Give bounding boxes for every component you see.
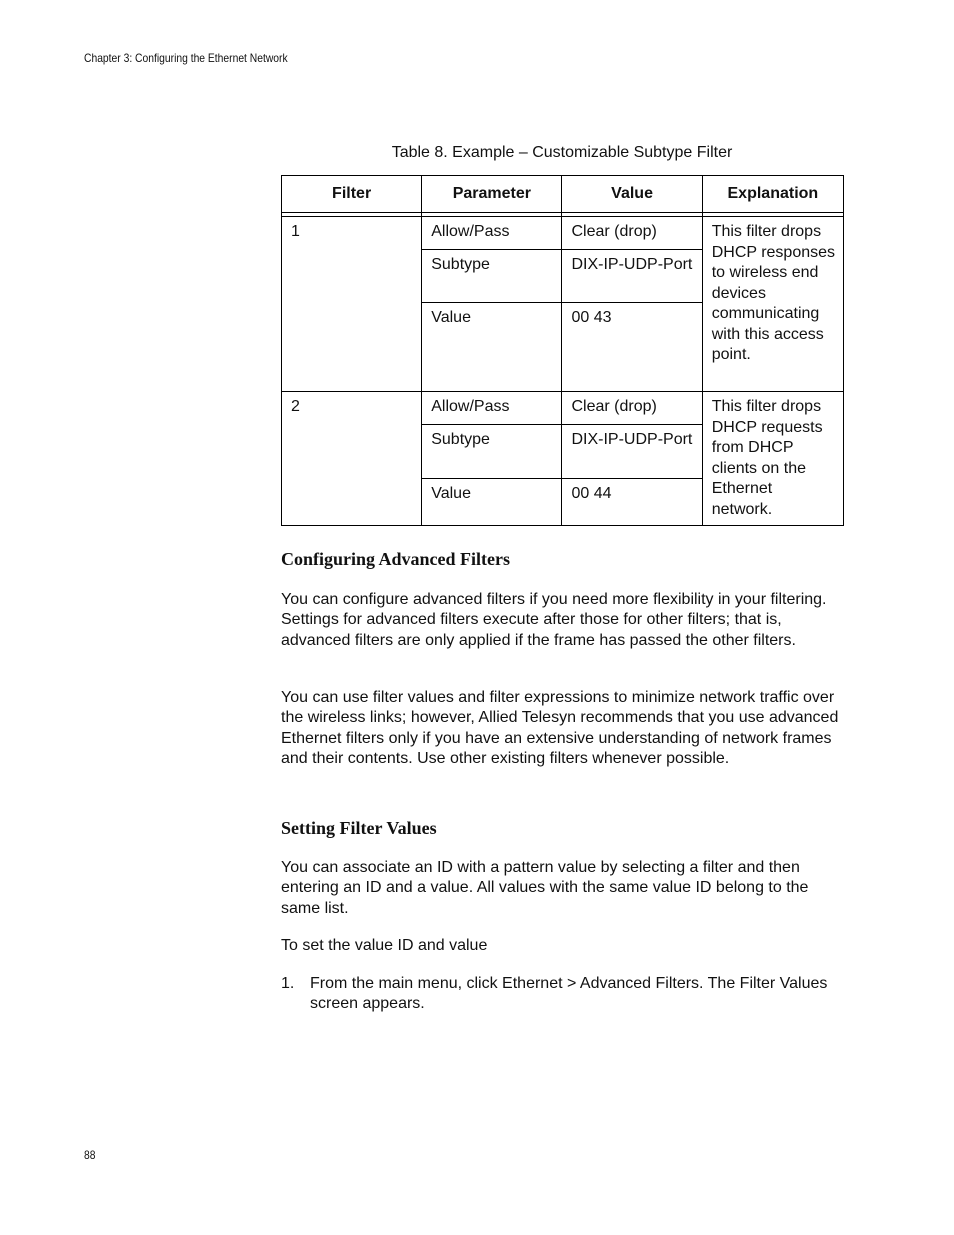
filter-values-paragraph-1: You can associate an ID with a pattern value by selecting a filter and then entering an ID and a value. All values with the same value ID belong to the same list. bbox=[281, 859, 809, 917]
value-cell: DIX-IP-UDP-Port bbox=[562, 250, 702, 303]
explanation-cell: This filter drops DHCP requests from DHCP clients on the Ethernet network. bbox=[702, 392, 843, 526]
section-heading-advanced-filters: Configuring Advanced Filters bbox=[281, 549, 511, 569]
table-row bbox=[282, 392, 844, 425]
column-header-parameter: Parameter bbox=[422, 176, 562, 213]
value-cell: Clear (drop) bbox=[562, 392, 702, 425]
parameter-cell: Allow/Pass bbox=[422, 392, 562, 425]
page-number: 88 bbox=[84, 1148, 96, 1162]
filter-number-cell: 1 bbox=[282, 217, 422, 392]
step-text: From the main menu, click Ethernet > Advanced Filters. The Filter Values screen appears. bbox=[310, 975, 828, 1013]
table-header-row bbox=[282, 176, 844, 213]
value-cell: 00 44 bbox=[562, 478, 702, 525]
advanced-filters-paragraph-2: You can use filter values and filter expressions to minimize network traffic over the wireless links; however, Allied Telesyn recommends that you use advanced Ethernet filters only if you have an extensive understanding of network frames and their contents. Use other existing filters whenever possible. bbox=[281, 689, 839, 768]
column-header-explanation: Explanation bbox=[702, 176, 843, 213]
advanced-filters-paragraph-1: You can configure advanced filters if you need more flexibility in your filtering. Settings for advanced filters execute after those for other filters; that is, advanced filters are only applied if the frame has passed the other filters. bbox=[281, 591, 827, 649]
table-row bbox=[282, 217, 844, 250]
table-caption: Table 8. Example – Customizable Subtype Filter bbox=[391, 144, 733, 161]
subtype-filter-table bbox=[281, 175, 844, 526]
column-header-value: Value bbox=[562, 176, 702, 213]
filter-number-cell: 2 bbox=[282, 392, 422, 526]
running-head: Chapter 3: Configuring the Ethernet Network bbox=[84, 51, 288, 65]
step-number: 1. bbox=[281, 975, 295, 992]
column-header-filter: Filter bbox=[282, 176, 422, 213]
value-cell: Clear (drop) bbox=[562, 217, 702, 250]
parameter-cell: Subtype bbox=[422, 425, 562, 478]
parameter-cell: Value bbox=[422, 478, 562, 525]
parameter-cell: Subtype bbox=[422, 250, 562, 303]
parameter-cell: Allow/Pass bbox=[422, 217, 562, 250]
explanation-cell: This filter drops DHCP responses to wireless end devices communicating with this access point. bbox=[702, 217, 843, 392]
procedure-intro: To set the value ID and value bbox=[281, 937, 488, 954]
parameter-cell: Value bbox=[422, 303, 562, 392]
section-heading-filter-values: Setting Filter Values bbox=[281, 818, 437, 838]
value-cell: DIX-IP-UDP-Port bbox=[562, 425, 702, 478]
value-cell: 00 43 bbox=[562, 303, 702, 392]
